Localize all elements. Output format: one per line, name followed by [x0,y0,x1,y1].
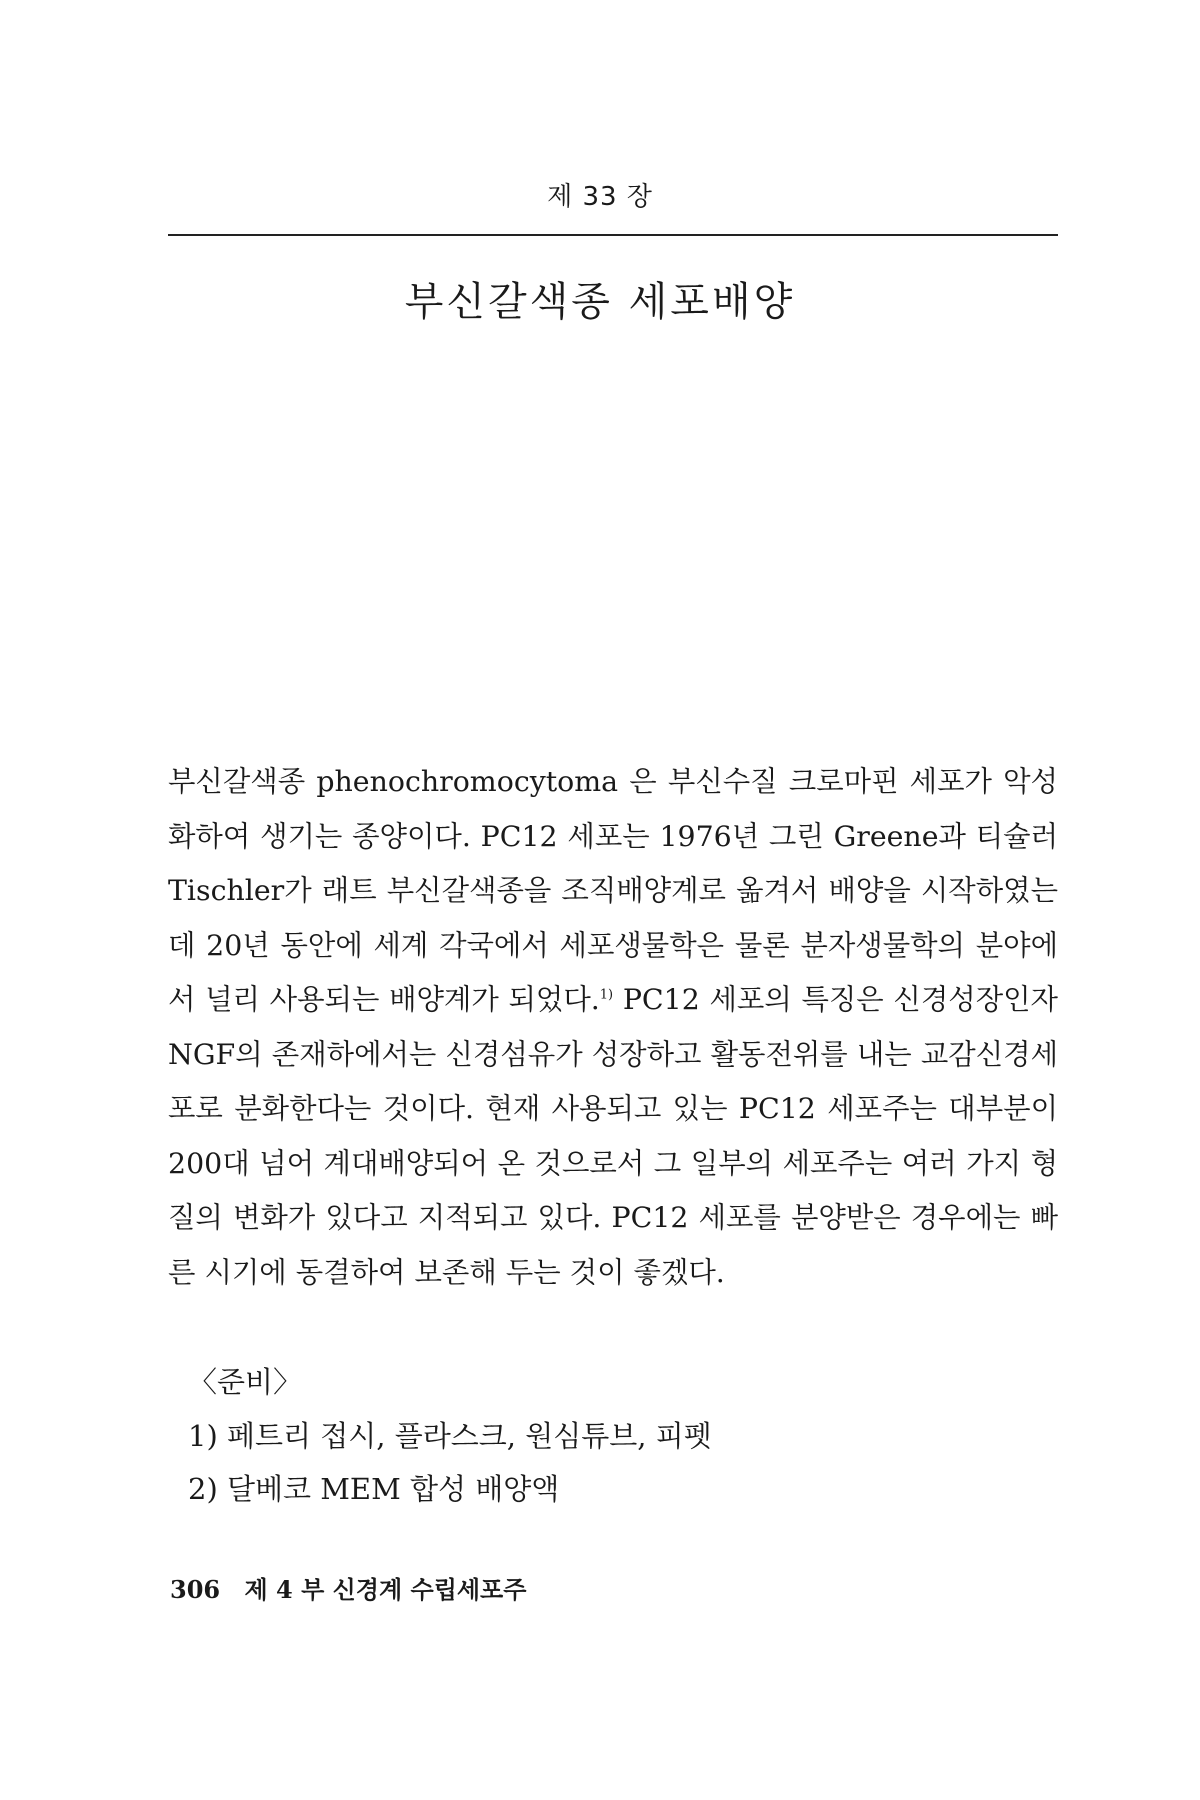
chapter-divider [168,234,1058,236]
page-number: 306 [170,1575,221,1604]
chapter-number: 제 33 장 [547,182,653,212]
running-footer-section: 제 4 부 신경계 수립세포주 [244,1575,527,1604]
footnote-reference: 1) [599,987,614,1003]
page-footer [170,1570,526,1605]
preparation-list [188,1410,712,1516]
body-text-main: 부신갈색종 phenochromocytoma 은 부신수질 크로마핀 세포가 악성화하여 생기는 종양이다. PC12 세포는 1976년 그린 Greene과 티슐러 Tischler가 래트 부신갈색종을 조직배양계로 옮겨서 배양을 시작하였는데 20년 동안에 세계 각국에서 세포생물학은 물론 분자생물학의 분야에서 널리 사용되는 배양계가 되었다. [168,765,1058,1016]
body-paragraph [168,755,1058,1300]
preparation-item: 2) 달베코 MEM 합성 배양액 [188,1472,560,1506]
preparation-heading: 〈준비〉 [188,1365,303,1399]
chapter-title: 부신갈색종 세포배양 [404,278,796,325]
preparation-item: 1) 페트리 접시, 플라스크, 원심튜브, 피펫 [188,1419,712,1453]
body-text-rest: PC12 세포의 특징은 신경성장인자 NGF의 존재하에서는 신경섬유가 성장하고 활동전위를 내는 교감신경세포로 분화한다는 것이다. 현재 사용되고 있는 PC12 세포주는 대부분이 200대 넘어 계대배양되어 온 것으로서 그 일부의 세포주는 여러 가지 형질의 변화가 있다고 지적되고 있다. PC12 세포를 분양받은 경우에는 빠른 시기에 동결하여 보존해 두는 것이 좋겠다. [168,983,1058,1289]
